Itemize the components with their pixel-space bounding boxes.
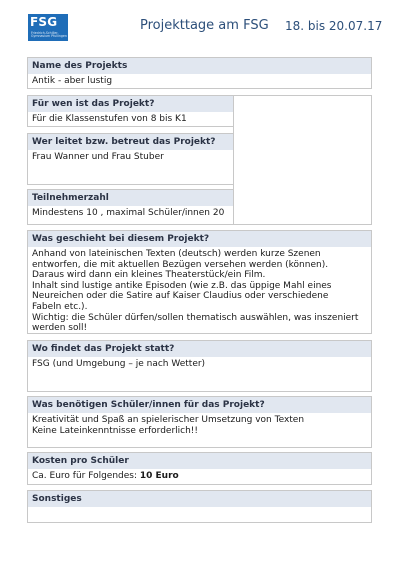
costs-value — [28, 469, 371, 484]
section-heading: Teilnehmerzahl — [28, 190, 233, 206]
section-target-group — [27, 95, 234, 127]
description-line: Neureichen oder die Satire auf Kaiser Claudius oder verschiedene — [32, 291, 329, 302]
project-name-value: Antik - aber lustig — [32, 76, 113, 86]
image-placeholder-box — [233, 95, 372, 225]
description-line: Fabeln etc.). — [32, 301, 88, 312]
section-heading: Wer leitet bzw. betreut das Projekt? — [28, 134, 233, 150]
description-line: Wichtig: die Schüler dürfen/sollen thematisch auswählen, was inszeniert — [32, 312, 359, 323]
section-other — [27, 490, 372, 523]
requirements-text — [28, 413, 371, 438]
costs-prefix: Ca. Euro für Folgendes: — [32, 471, 140, 481]
section-heading: Was geschieht bei diesem Projekt? — [28, 231, 371, 247]
logo-subtitle: Friedrich-Schiller-Gymnasium Pfullingen — [31, 31, 67, 39]
description-line: entworfen, die mit aktuellen Bezügen versehen werden (können). — [32, 259, 329, 270]
requirements-line: Keine Lateinkenntnisse erforderlich!! — [32, 425, 199, 436]
description-line: Inhalt sind lustige antike Episoden (wie z.B. das üppige Mahl eines — [32, 280, 332, 291]
section-heading: Wo findet das Projekt statt? — [28, 341, 371, 357]
participants-value: Mindestens 10 , maximal Schüler/innen 20 — [32, 208, 225, 218]
school-logo — [28, 14, 68, 41]
section-description — [27, 230, 372, 334]
page-title: Projekttage am FSG — [140, 18, 269, 33]
project-dates: 18. bis 20.07.17 — [285, 19, 383, 33]
section-project-name — [27, 57, 372, 89]
section-heading: Was benötigen Schüler/innen für das Projekt? — [28, 397, 371, 413]
description-line: werden soll! — [32, 323, 88, 334]
logo-text: FSG — [30, 15, 58, 29]
section-participants — [27, 189, 234, 225]
section-location — [27, 340, 372, 392]
section-heading: Für wen ist das Projekt? — [28, 96, 233, 112]
target-group-value: Für die Klassenstufen von 8 bis K1 — [32, 114, 187, 124]
description-text — [28, 247, 371, 336]
section-heading: Kosten pro Schüler — [28, 453, 371, 469]
location-value: FSG (und Umgebung – je nach Wetter) — [32, 359, 206, 369]
section-heading: Sonstiges — [28, 491, 371, 507]
description-line: Anhand von lateinischen Texten (deutsch) werden kurze Szenen — [32, 249, 321, 259]
section-heading: Name des Projekts — [28, 58, 371, 74]
other-value — [28, 507, 371, 511]
description-line: Daraus wird dann ein kleines Theaterstück/ein Film. — [32, 270, 266, 281]
section-requirements — [27, 396, 372, 448]
requirements-line: Kreativität und Spaß an spielerischer Umsetzung von Texten — [32, 415, 305, 425]
leader-value: Frau Wanner und Frau Stuber — [32, 152, 164, 162]
section-costs — [27, 452, 372, 485]
costs-amount: 10 Euro — [139, 471, 179, 481]
section-leader — [27, 133, 234, 185]
